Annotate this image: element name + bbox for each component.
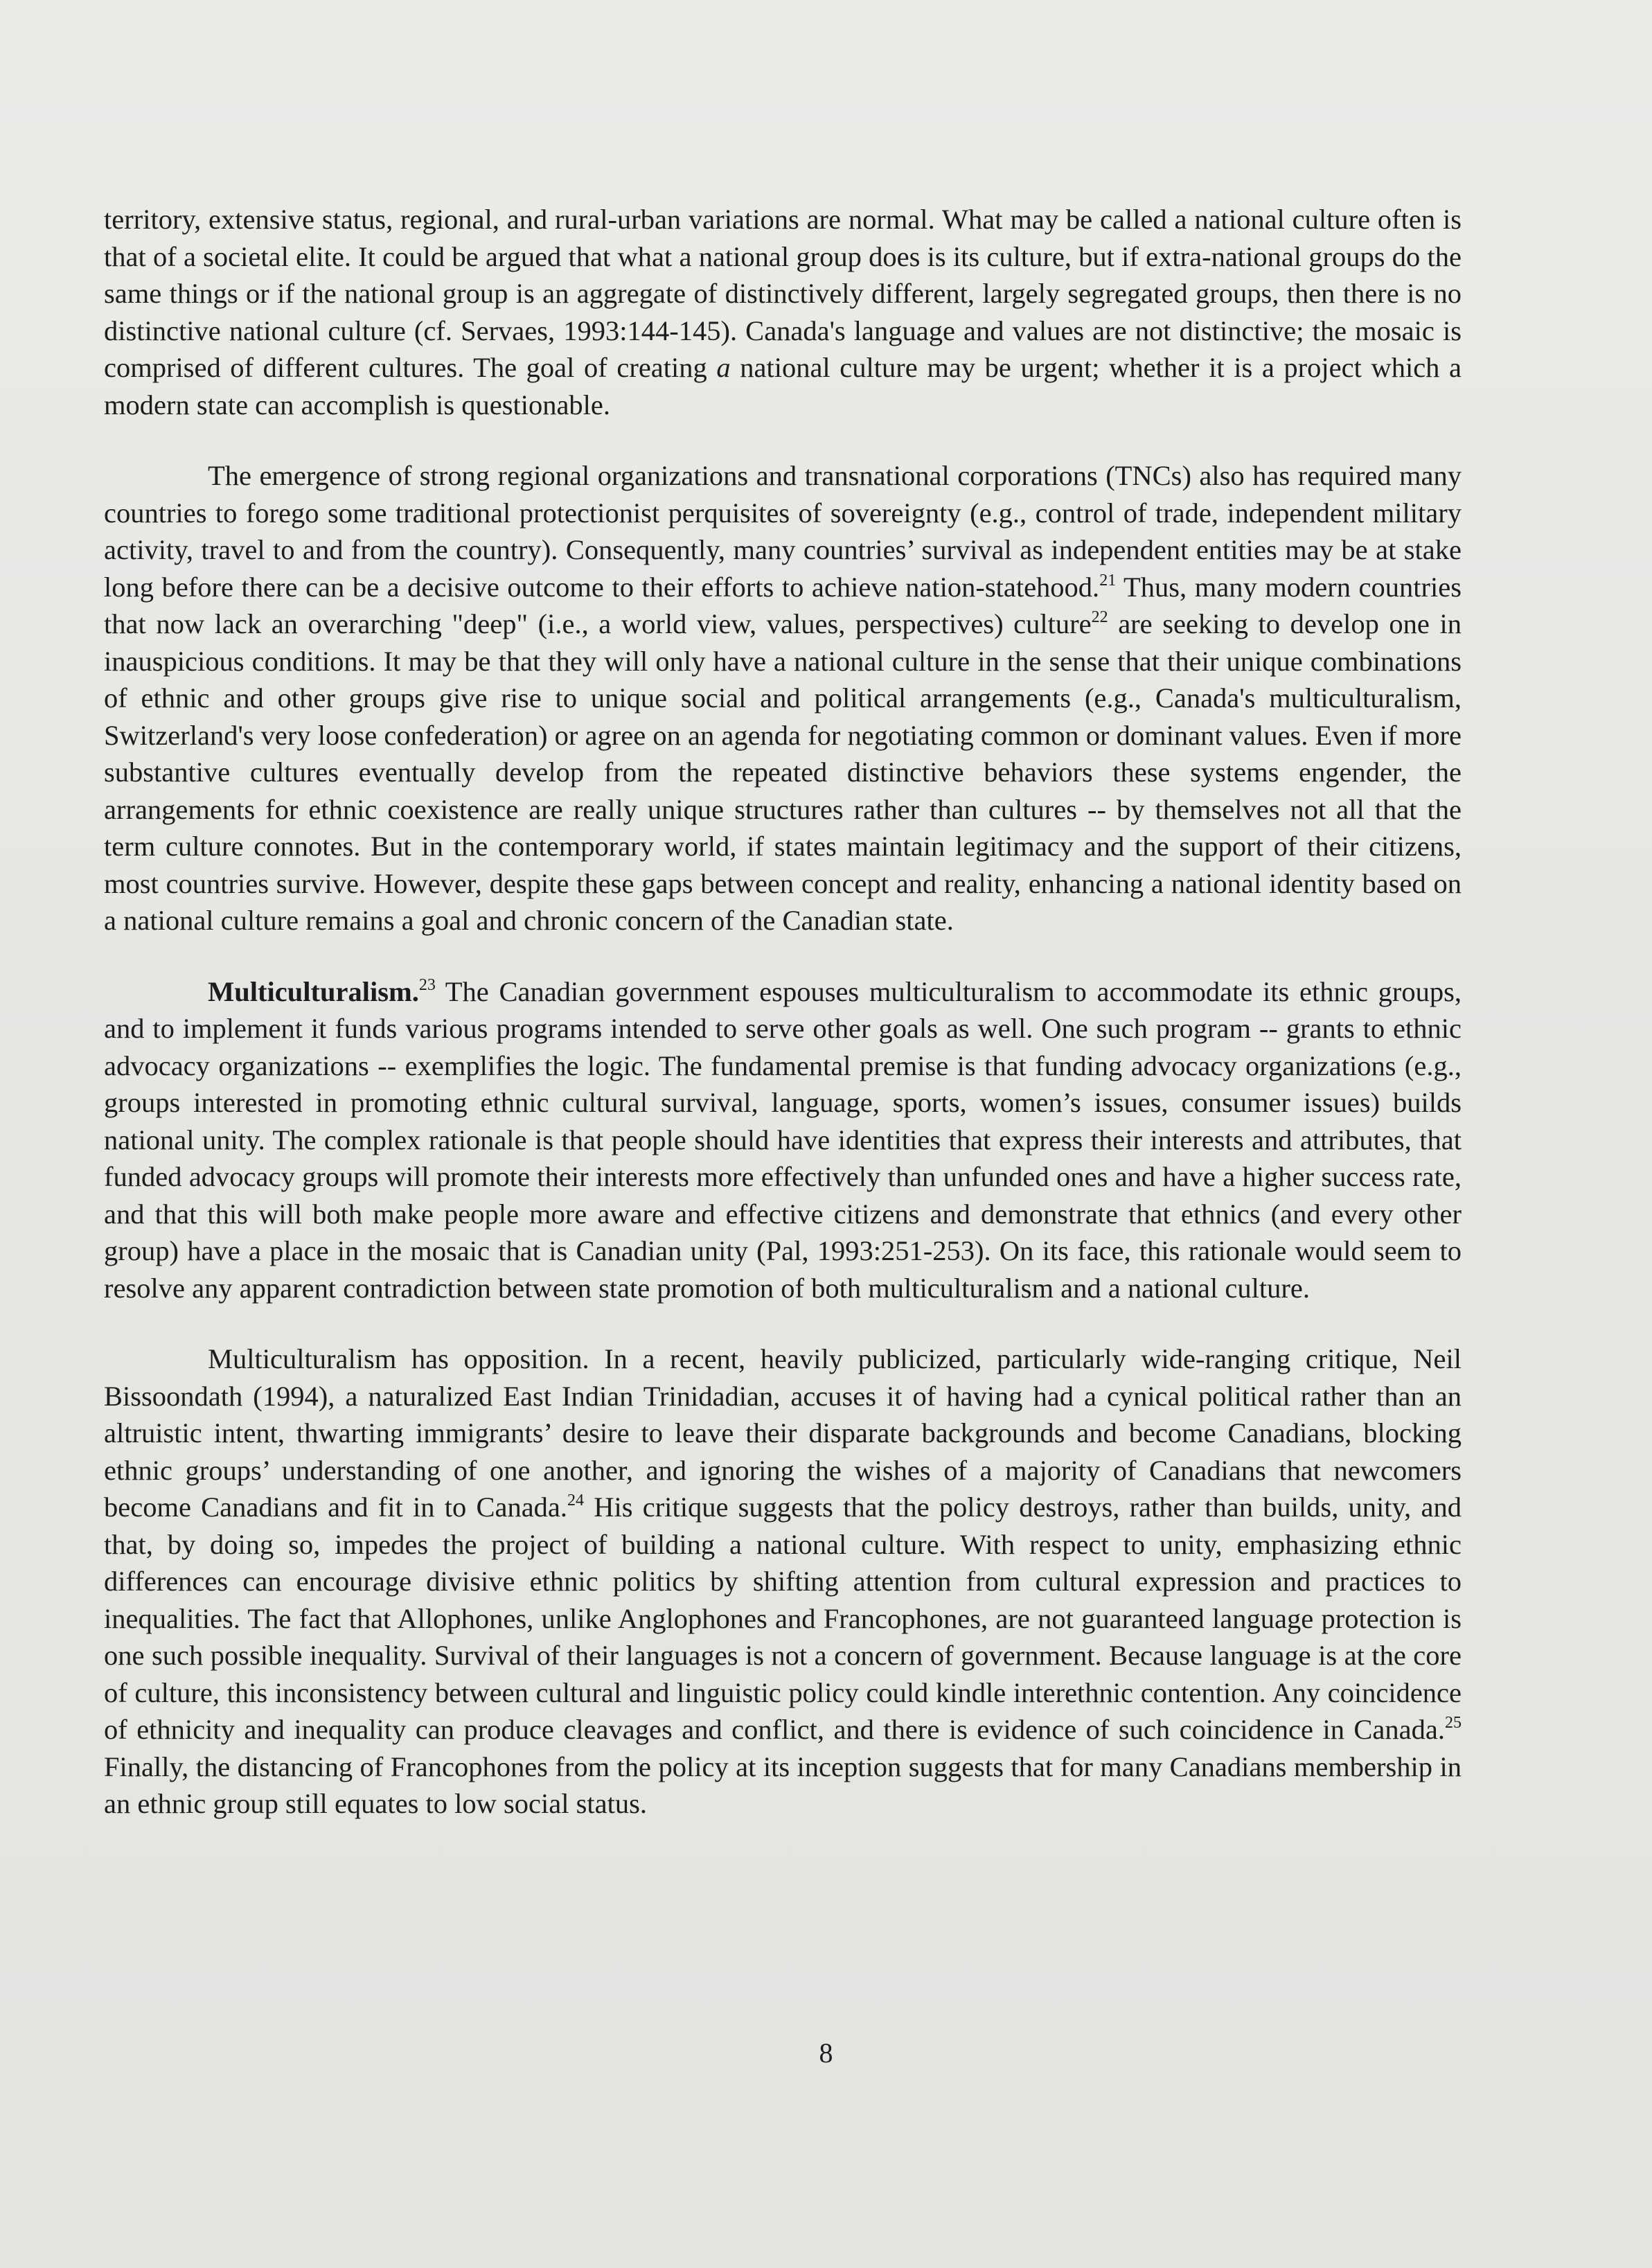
footnote-ref: 22	[1091, 608, 1108, 626]
footnote-ref: 21	[1099, 571, 1117, 590]
text-run: The emergence of strong regional organizations and transnational corporations (TNCs) also has required many countries to forego some traditional protectionist perquisites of sovereignty (e.g., control of trade, independent military activity, travel to and from the country). Consequently, many countries’ survival as independent entities may be at stake long before there can be a decisive outcome to their efforts to achieve nation-statehood.	[104, 460, 1462, 603]
text-run: Multiculturalism has opposition. In a recent, heavily publicized, particularly wide-ranging critique, Neil Bissoondath (1994), a naturalized East Indian Trinidadian, accuses it of having had a cynical political rather than an altruistic intent, thwarting immigrants’ desire to leave their disparate backgrounds and become Canadians, blocking ethnic groups’ understanding of one another, and ignoring the wishes of a majority of Canadians that newcomers become Canadians and fit in to Canada.	[104, 1343, 1462, 1523]
body-text	[104, 201, 1462, 1857]
paragraph-1	[104, 201, 1462, 423]
paragraph-4	[104, 1340, 1462, 1823]
footnote-ref: 25	[1445, 1714, 1462, 1732]
footnote-ref: 24	[567, 1491, 585, 1509]
page-number: 8	[819, 2037, 833, 2068]
section-heading: Multiculturalism.	[208, 975, 419, 1007]
text-run: Finally, the distancing of Francophones from the policy at its inception suggests that for many Canadians membership in an ethnic group still equates to low social status.	[104, 1751, 1462, 1819]
footnote-ref: 23	[418, 975, 436, 994]
text-run: are seeking to develop one in inauspicious conditions. It may be that they will only have a national culture in the sense that their unique combinations of ethnic and other groups give rise to unique social and political arrangements (e.g., Canada's multiculturalism, Switzerland's very loose confederation) or agree on an agenda for negotiating common or dominant values. Even if more substantive cultures eventually develop from the repeated distinctive behaviors these systems engender, the arrangements for ethnic coexistence are really unique structures rather than cultures -- by themselves not all that the term culture connotes. But in the contemporary world, if states maintain legitimacy and the support of their citizens, most countries survive. However, despite these gaps between concept and reality, enhancing a national identity based on a national culture remains a goal and chronic concern of the Canadian state.	[104, 608, 1462, 936]
text-run: territory, extensive status, regional, and rural-urban variations are normal. What may be called a national culture often is that of a societal elite. It could be argued that what a national group does is its culture, but if extra-national groups do the same things or if the national group is an aggregate of distinctively different, largely segregated groups, then there is no distinctive national culture (cf. Servaes, 1993:144-145). Canada's language and values are not distinctive; the mosaic is comprised of different cultures. The goal of creating	[104, 204, 1462, 383]
text-run: Thus, many modern countries that now lack an overarching "deep" (i.e., a world view, values, perspectives) culture	[104, 571, 1462, 639]
italic-run: a	[716, 352, 731, 383]
text-run: The Canadian government espouses multiculturalism to accommodate its ethnic groups, and to implement it funds various programs intended to serve other goals as well. One such program -- grants to ethnic advocacy organizations -- exemplifies the logic. The fundamental premise is that funding advocacy organizations (e.g., groups interested in promoting ethnic cultural survival, language, sports, women’s issues, consumer issues) builds national unity. The complex rationale is that people should have identities that express their interests and attributes, that funded advocacy groups will promote their interests more effectively than unfunded ones and have a higher success rate, and that this will both make people more aware and effective citizens and demonstrate that ethnics (and every other group) have a place in the mosaic that is Canadian unity (Pal, 1993:251-253). On its face, this rationale would seem to resolve any apparent contradiction between state promotion of both multiculturalism and a national culture.	[104, 975, 1462, 1304]
paragraph-3	[104, 973, 1462, 1307]
text-run: national culture may be urgent; whether it is a project which a modern state can accomplish is questionable.	[104, 352, 1462, 420]
text-run: His critique suggests that the policy destroys, rather than builds, unity, and that, by doing so, impedes the project of building a national culture. With respect to unity, emphasizing ethnic differences can encourage divisive ethnic politics by shifting attention from cultural expression and practices to inequalities. The fact that Allophones, unlike Anglophones and Francophones, are not guaranteed language protection is one such possible inequality. Survival of their languages is not a concern of government. Because language is at the core of culture, this inconsistency between cultural and linguistic policy could kindle interethnic contention. Any coincidence of ethnicity and inequality can produce cleavages and conflict, and there is evidence of such coincidence in Canada.	[104, 1491, 1462, 1745]
paragraph-2	[104, 457, 1462, 939]
